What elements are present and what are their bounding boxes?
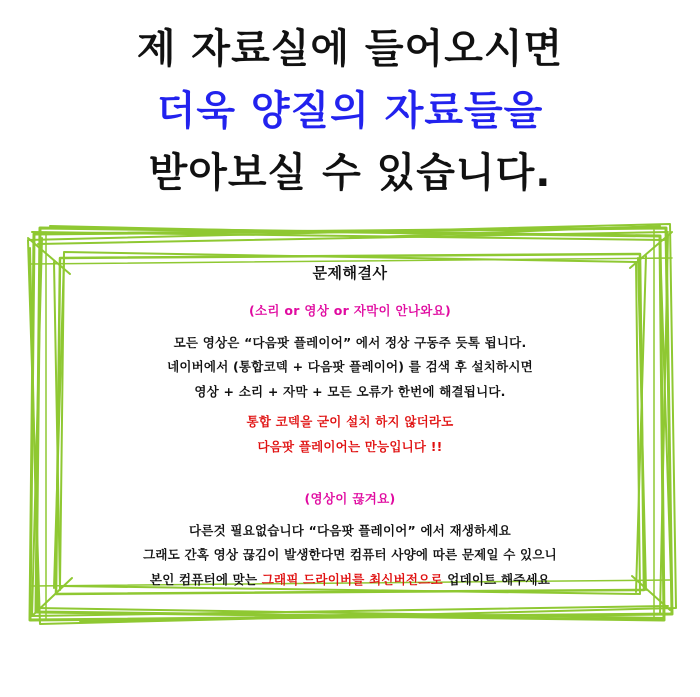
section2-line-1: 다른것 필요없습니다 “다음팟 플레이어” 에서 재생하세요 bbox=[189, 522, 511, 538]
section1-red-line-1: 통합 코덱을 굳이 설치 하지 않더라도 bbox=[246, 414, 454, 430]
note-title: 문제해결사 bbox=[312, 264, 388, 282]
framed-note bbox=[20, 218, 680, 628]
section1-line-1: 모든 영상은 “다음팟 플레이어” 에서 정상 구동주 듯톡 됩니다. bbox=[173, 335, 527, 350]
section2-last-post: 업데이트 해주세요 bbox=[442, 571, 551, 587]
section1-heading: (소리 or 영상 or 자막이 안나와요) bbox=[248, 303, 452, 318]
section1-line-2: 네이버에서 (통합코덱 + 다음팟 플레이어) 를 검색 후 설치하시면 bbox=[167, 359, 533, 375]
headline-block bbox=[0, 0, 700, 204]
section2-heading: (영상이 끊겨요) bbox=[304, 490, 396, 506]
section2-last-highlight: 그래픽 드라이버를 최신버전으로 bbox=[261, 571, 443, 587]
headline-line-1: 제 자료실에 들어오시면 bbox=[136, 26, 564, 72]
section1-line-3: 영상 + 소리 + 자막 + 모든 오류가 한번에 해결됩니다. bbox=[194, 383, 506, 399]
headline-line-2: 더욱 양질의 자료들을 bbox=[156, 88, 544, 134]
section1-red-line-2: 다음팟 플레이어는 만능입니다 !! bbox=[257, 438, 443, 454]
note-body bbox=[60, 262, 640, 592]
section2-line-3 bbox=[60, 568, 640, 592]
section2-line-2: 그래도 간혹 영상 끊김이 발생한다면 컴퓨터 사양에 따른 문제일 수 있으니 bbox=[143, 547, 557, 563]
headline-line-3: 받아보실 수 있습니다. bbox=[148, 150, 552, 196]
section2-last-pre: 본인 컴퓨터에 맞는 bbox=[149, 571, 262, 587]
